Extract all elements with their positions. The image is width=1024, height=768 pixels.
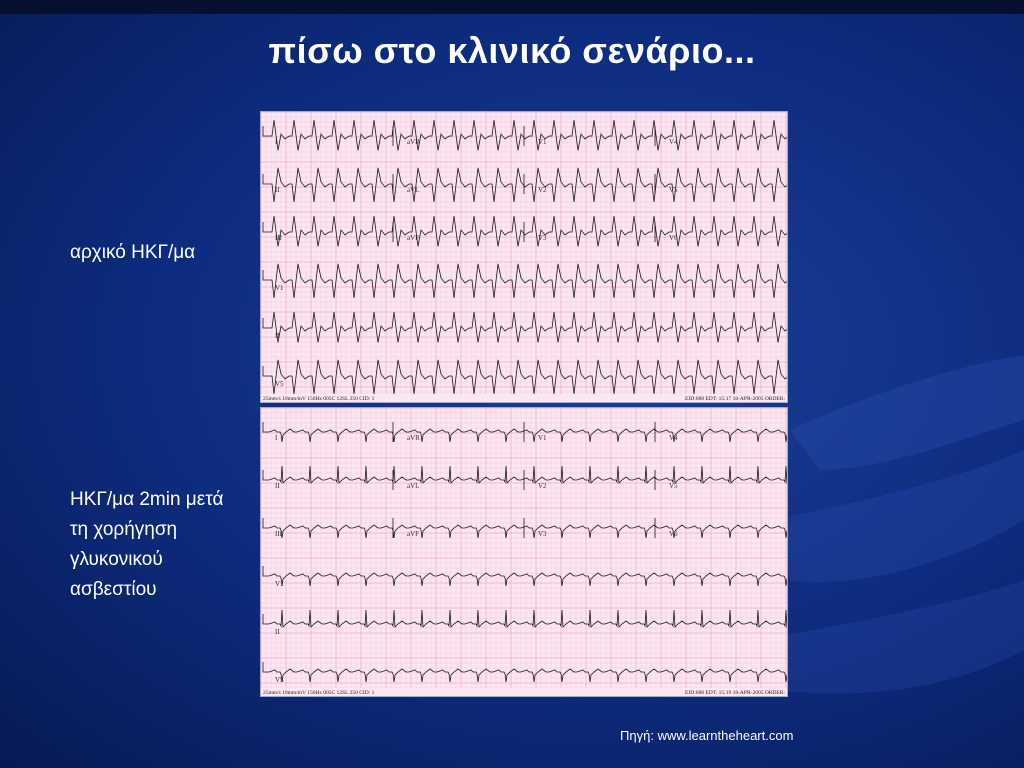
post-calcium-label-line: ΗΚΓ/μα 2min μετά bbox=[70, 489, 224, 510]
post-calcium-label-line: γλυκονικού bbox=[70, 549, 163, 570]
ecg-trace-line bbox=[263, 168, 787, 202]
ecg-lead-label: II bbox=[275, 186, 280, 194]
initial-ecg-label bbox=[70, 238, 195, 268]
ecg-lead-label: aVR bbox=[407, 434, 420, 442]
ecg-lead-label: aVL bbox=[407, 482, 420, 490]
ecg-lead-label: V5 bbox=[669, 482, 678, 490]
slide-title: πίσω στο κλινικό σενάριο... bbox=[268, 30, 756, 71]
ecg-trace-line bbox=[263, 120, 787, 150]
ecg-lead-label: III bbox=[275, 530, 282, 538]
ecg-footer-right: EID:688 EDT: 15:19 16-APR-2005 ORDER: bbox=[685, 690, 785, 696]
post-calcium-label-line: ασβεστίου bbox=[70, 579, 157, 600]
ecg-footer-right: EID:688 EDT: 15:17 16-APR-2005 ORDER: bbox=[685, 396, 785, 402]
ecg-trace-line bbox=[263, 264, 787, 298]
ecg-trace-line bbox=[263, 466, 787, 483]
ecg-trace-line bbox=[263, 422, 787, 442]
ecg-trace-line bbox=[263, 662, 787, 682]
ecg-grid bbox=[261, 112, 787, 394]
initial-ecg-label-text: αρχικό ΗΚΓ/μα bbox=[70, 242, 196, 263]
post-calcium-ecg-label bbox=[70, 485, 223, 605]
ecg-lead-label: II bbox=[275, 482, 280, 490]
post-calcium-label-line: τη χορήγηση bbox=[70, 519, 178, 540]
source-credit: Πηγή: www.learntheheart.com bbox=[620, 728, 794, 743]
initial-ecg-image bbox=[261, 112, 787, 402]
ecg-lead-label: V1 bbox=[275, 284, 284, 292]
ecg-lead-label: V6 bbox=[669, 234, 678, 242]
ecg-trace-line bbox=[263, 216, 787, 246]
ecg-lead-label: V4 bbox=[669, 434, 678, 442]
ecg-lead-label: I bbox=[275, 138, 278, 146]
ecg-lead-label: V6 bbox=[669, 530, 678, 538]
ecg-trace-line bbox=[263, 312, 787, 342]
ecg-lead-label: I bbox=[275, 434, 278, 442]
ecg-lead-label: V5 bbox=[669, 186, 678, 194]
ecg-lead-label: II bbox=[275, 628, 280, 636]
ecg-lead-label: aVF bbox=[407, 530, 420, 538]
ecg-trace-line bbox=[263, 610, 787, 627]
post-calcium-ecg-image bbox=[261, 408, 787, 696]
ecg-footer-left: 25mm/s 10mm/mV 150Hz 005C 12SL 250 CID: 1 bbox=[263, 396, 375, 402]
ecg-lead-label: II bbox=[275, 332, 280, 340]
ecg-lead-label: aVL bbox=[407, 186, 420, 194]
ecg-lead-label: V4 bbox=[669, 138, 678, 146]
ecg-lead-label: V2 bbox=[538, 186, 547, 194]
ecg-lead-label: V1 bbox=[538, 138, 547, 146]
ecg-lead-label: V3 bbox=[538, 234, 547, 242]
ecg-lead-label: III bbox=[275, 234, 282, 242]
ecg-footer-left: 25mm/s 10mm/mV 150Hz 005C 12SL 250 CID: 1 bbox=[263, 690, 375, 696]
ecg-lead-label: aVF bbox=[407, 234, 420, 242]
ecg-lead-label: aVR bbox=[407, 138, 420, 146]
ecg-lead-label: V5 bbox=[275, 380, 284, 388]
ecg-lead-label: V1 bbox=[538, 434, 547, 442]
ecg-lead-label: V1 bbox=[275, 580, 284, 588]
ecg-lead-label: V5 bbox=[275, 676, 284, 684]
top-bar bbox=[0, 0, 1024, 14]
ecg-lead-label: V2 bbox=[538, 482, 547, 490]
ecg-grid bbox=[261, 408, 787, 688]
ecg-lead-label: V3 bbox=[538, 530, 547, 538]
